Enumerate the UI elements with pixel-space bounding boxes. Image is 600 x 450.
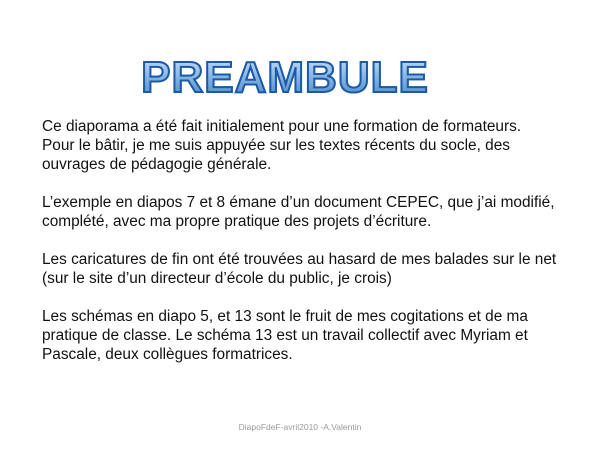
slide-footer: DiapoFdeF-avril2010 -A.Valentin <box>238 422 362 432</box>
paragraph-example: L’exemple en diapos 7 et 8 émane d’un document CEPEC, que j’ai modifié, complété, avec ma propre pratique des projets d’écriture. <box>42 194 555 230</box>
slide-body <box>42 117 582 383</box>
paragraph-schemas: Les schémas en diapo 5, et 13 sont le fruit de mes cogitations et de ma pratique de classe. Le schéma 13 est un travail collectif avec Myriam et Pascale, deux collègues formatrices. <box>42 308 528 363</box>
paragraph-intro: Ce diaporama a été fait initialement pour une formation de formateurs. Pour le bâtir, je me suis appuyée sur les textes récents du socle, des ouvrages de pédagogie générale. <box>42 118 522 173</box>
paragraph-caricatures: Les caricatures de fin ont été trouvées au hasard de mes balades sur le net (sur le site d’un directeur d’école du public, je crois) <box>42 251 557 287</box>
slide-title: PREAMBULE <box>0 52 570 104</box>
